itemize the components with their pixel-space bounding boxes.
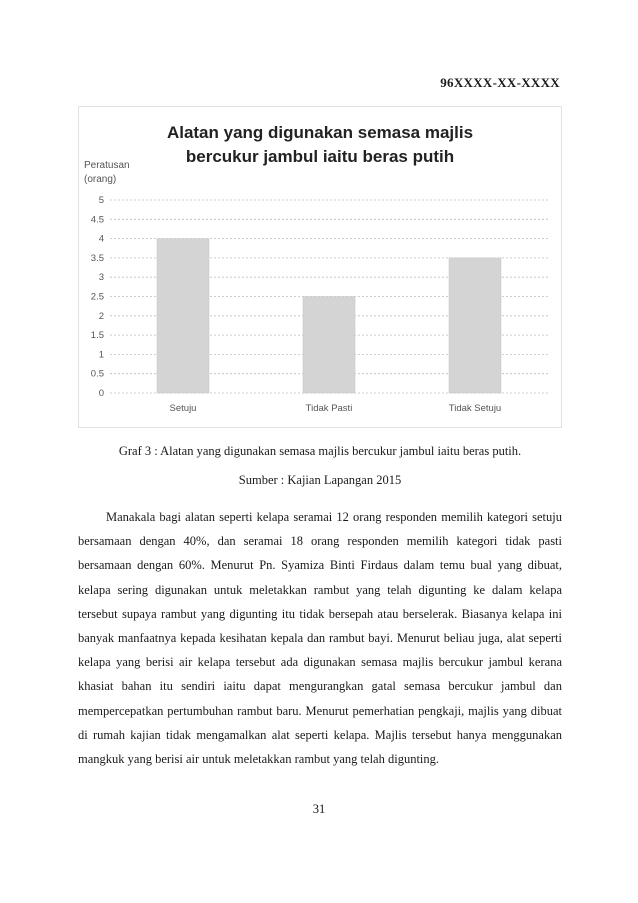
y-tick-label: 2.5 [90,291,104,303]
y-axis-label-line: Peratusan [84,160,130,171]
document-code: 96XXXX-XX-XXXX [440,75,560,90]
y-tick-label: 3.5 [90,252,104,264]
y-tick-label: 4 [98,233,104,245]
figure-caption: Graf 3 : Alatan yang digunakan semasa majlis bercukur jambul iaitu beras putih. [118,444,522,458]
chart-title-line: bercukur jambul iaitu beras putih [185,147,455,166]
y-tick-label: 1.5 [90,330,104,342]
y-tick-label: 2 [98,310,104,322]
chart-title-line: Alatan yang digunakan semasa majlis [166,123,474,142]
y-tick-label: 0.5 [90,368,104,380]
x-category-label: Setuju [169,403,197,414]
bar-chart [78,106,562,428]
body-paragraph: Manakala bagi alatan seperti kelapa seramai 12 orang responden memilih kategori setuju bersamaan dengan 40%, dan seramai 18 orang responden memilih kategori tidak pasti bersamaan dengan 60%. Menurut Pn. Syamiza Binti Firdaus dalam temu bual yang dibuat, kelapa sering digunakan untuk meletakkan rambut yang telah digunting ke dalam kelapa tersebut supaya rambut yang digunting itu tidak bersepah atau berselerak. Biasanya kelapa ini banyak manfaatnya kepada kesihatan kepala dan rambut bayi. Menurut beliau juga, alat seperti kelapa yang berisi air kelapa tersebut ada digunakan semasa majlis bercukur jambul kerana khasiat bahan itu sendiri iaitu dapat mengurangkan gatal semasa bercukur jambul dan mempercepatkan pertumbuhan rambut baru. Menurut pemerhatian pengkaji, majlis yang dibuat di rumah kajian tidak mengamalkan alat seperti kelapa. Majlis tersebut hanya menggunakan mangkuk yang berisi air untuk meletakkan rambut yang telah digunting. [78,510,562,767]
y-tick-label: 0 [98,388,104,399]
y-tick-label: 4.5 [90,214,104,226]
page-number: 31 [312,802,326,816]
figure-source: Sumber : Kajian Lapangan 2015 [238,473,402,487]
y-tick-label: 3 [98,272,104,284]
bar [157,239,209,393]
x-category-label: Tidak Pasti [305,403,353,414]
y-tick-label: 1 [98,349,104,361]
bar [303,297,355,394]
x-category-label: Tidak Setuju [448,403,502,414]
bar [449,258,501,393]
y-tick-label: 5 [98,195,104,206]
chart-canvas [78,106,562,428]
y-axis-label-line: (orang) [84,174,117,185]
